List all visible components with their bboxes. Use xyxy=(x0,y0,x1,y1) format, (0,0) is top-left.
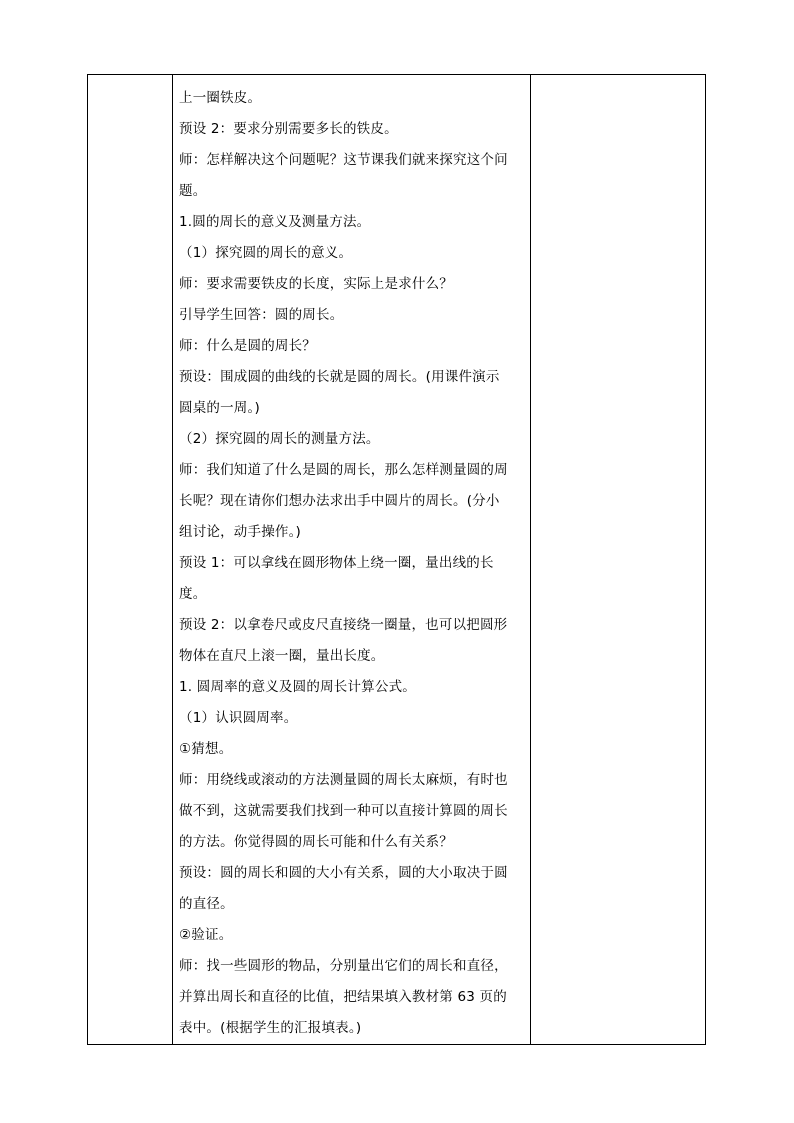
text-line: 预设：圆的周长和圆的大小有关系，圆的大小取决于圆 xyxy=(179,865,508,881)
text-line: 1.圆的周长的意义及测量方法。 xyxy=(179,214,371,230)
content-text xyxy=(173,75,530,1044)
text-line: 做不到，这就需要我们找到一种可以直接计算圆的周长 xyxy=(179,803,508,819)
text-line: ②验证。 xyxy=(179,927,233,943)
text-line: 师：什么是圆的周长？ xyxy=(179,338,316,354)
lesson-table xyxy=(87,74,706,1045)
text-line: 师：找一些圆形的物品，分别量出它们的周长和直径， xyxy=(179,958,508,974)
text-line: （1）认识圆周率。 xyxy=(179,710,298,726)
text-line: 的直径。 xyxy=(179,896,234,912)
text-line: 并算出周长和直径的比值，把结果填入教材第 63 页的 xyxy=(179,989,507,1005)
text-line: 物体在直尺上滚一圈，量出长度。 xyxy=(179,648,385,664)
text-line: 度。 xyxy=(179,586,207,602)
text-line: 师：用绕线或滚动的方法测量圆的周长太麻烦，有时也 xyxy=(179,772,508,788)
text-line: 题。 xyxy=(179,183,207,199)
text-line: 长呢？现在请你们想办法求出手中圆片的周长。(分小 xyxy=(179,493,500,509)
text-line: 引导学生回答：圆的周长。 xyxy=(179,307,344,323)
text-line: 师：要求需要铁皮的长度，实际上是求什么？ xyxy=(179,276,453,292)
text-line: 的方法。你觉得圆的周长可能和什么有关系？ xyxy=(179,834,453,850)
right-cell xyxy=(531,75,706,1045)
text-line: 预设 1：可以拿线在圆形物体上绕一圈，量出线的长 xyxy=(179,555,494,571)
text-line: 预设 2：要求分别需要多长的铁皮。 xyxy=(179,121,398,137)
text-line: 预设：围成圆的曲线的长就是圆的周长。(用课件演示 xyxy=(179,369,500,385)
text-line: 预设 2：以拿卷尺或皮尺直接绕一圈量，也可以把圆形 xyxy=(179,617,508,633)
text-line: 1. 圆周率的意义及圆的周长计算公式。 xyxy=(179,679,416,695)
text-line: 表中。(根据学生的汇报填表。) xyxy=(179,1020,362,1036)
text-line: 圆桌的一周。) xyxy=(179,400,260,416)
text-line: 师：怎样解决这个问题呢？这节课我们就来探究这个问 xyxy=(179,152,508,168)
text-line: 组讨论，动手操作。) xyxy=(179,524,302,540)
text-line: ①猜想。 xyxy=(179,741,233,757)
text-line: （1）探究圆的周长的意义。 xyxy=(179,245,353,261)
table-row xyxy=(88,75,706,1045)
text-line: 师：我们知道了什么是圆的周长，那么怎样测量圆的周 xyxy=(179,462,508,478)
text-line: 上一圈铁皮。 xyxy=(179,90,262,106)
left-cell xyxy=(88,75,173,1045)
content-cell xyxy=(173,75,531,1045)
text-line: （2）探究圆的周长的测量方法。 xyxy=(179,431,380,447)
